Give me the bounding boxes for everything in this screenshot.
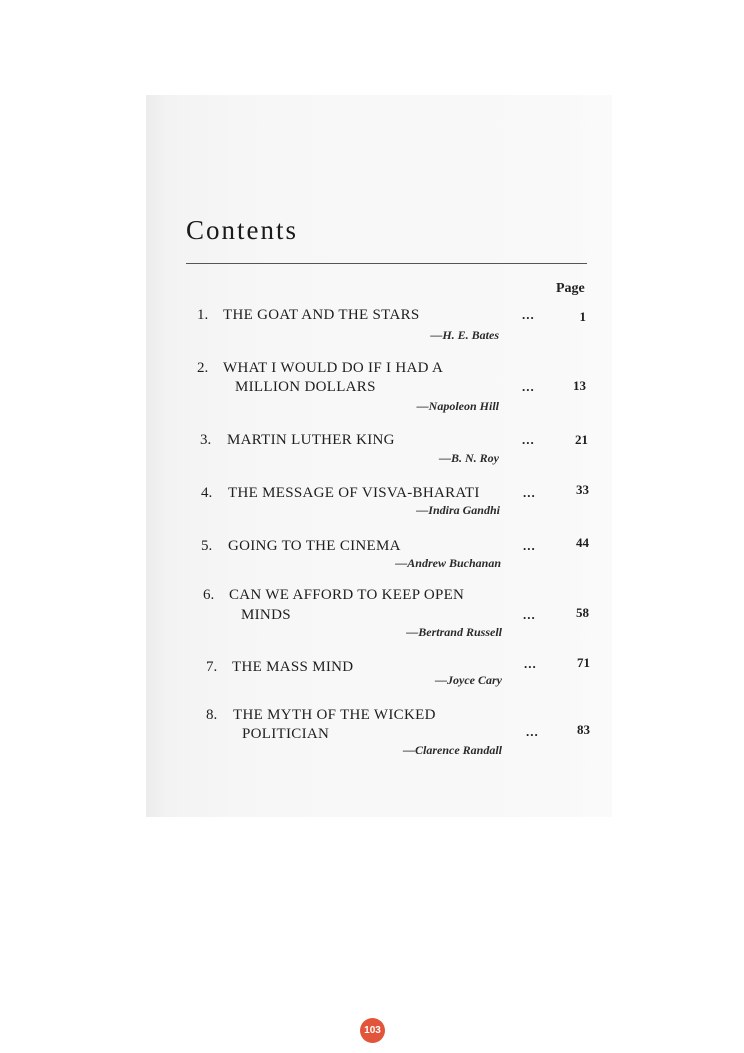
- entry-page-number: 58: [576, 605, 589, 620]
- entry-dots: ...: [522, 379, 535, 394]
- entry-author: —H. E. Bates: [430, 328, 499, 342]
- entry-author: —Napoleon Hill: [416, 399, 499, 413]
- entry-title-line: MARTIN LUTHER KING: [227, 432, 395, 448]
- contents-title: Contents: [186, 215, 299, 245]
- entry-page-number: 71: [577, 655, 590, 670]
- entry-title-line: POLITICIAN: [242, 726, 330, 742]
- entry-title-line: GOING TO THE CINEMA: [228, 538, 401, 554]
- entry-author: —Andrew Buchanan: [395, 556, 501, 570]
- entry-dots: ...: [522, 307, 535, 322]
- entry-number: 4.: [201, 485, 213, 501]
- entry-number: 7.: [206, 659, 218, 675]
- entry-dots: ...: [522, 432, 535, 447]
- entry-dots: ...: [526, 724, 539, 739]
- entry-number: 5.: [201, 538, 213, 554]
- entry-number: 8.: [206, 707, 218, 723]
- entry-title-line: MINDS: [241, 607, 291, 623]
- entry-dots: ...: [523, 485, 536, 500]
- entry-author: —Indira Gandhi: [416, 503, 500, 517]
- entry-title-line: WHAT I WOULD DO IF I HAD A: [223, 360, 444, 376]
- entry-author: —Bertrand Russell: [406, 625, 502, 639]
- entry-title-line: THE MESSAGE OF VISVA-BHARATI: [228, 485, 480, 501]
- entry-title-line: THE MASS MIND: [232, 659, 354, 675]
- page-number-badge: 103: [360, 1018, 385, 1043]
- entry-page-number: 33: [576, 482, 589, 497]
- title-rule: [186, 263, 587, 264]
- entry-number: 3.: [200, 432, 212, 448]
- entry-page-number: 13: [573, 378, 586, 393]
- entry-dots: ...: [523, 607, 536, 622]
- entry-number: 1.: [197, 307, 209, 323]
- entry-page-number: 1: [579, 309, 586, 324]
- entry-number: 6.: [203, 587, 215, 603]
- page-column-header: Page: [556, 281, 585, 296]
- entry-dots: ...: [524, 656, 537, 671]
- entry-page-number: 21: [575, 432, 588, 447]
- entry-number: 2.: [197, 360, 209, 376]
- entry-title-line: CAN WE AFFORD TO KEEP OPEN: [229, 587, 465, 603]
- entry-page-number: 44: [576, 535, 589, 550]
- entry-page-number: 83: [577, 722, 590, 737]
- entry-title-line: THE GOAT AND THE STARS: [223, 307, 420, 323]
- entry-author: —B. N. Roy: [439, 451, 499, 465]
- entry-title-line: THE MYTH OF THE WICKED: [233, 707, 436, 723]
- entry-dots: ...: [523, 538, 536, 553]
- entry-author: —Joyce Cary: [435, 673, 502, 687]
- entry-title-line: MILLION DOLLARS: [235, 379, 376, 395]
- entry-author: —Clarence Randall: [402, 743, 502, 757]
